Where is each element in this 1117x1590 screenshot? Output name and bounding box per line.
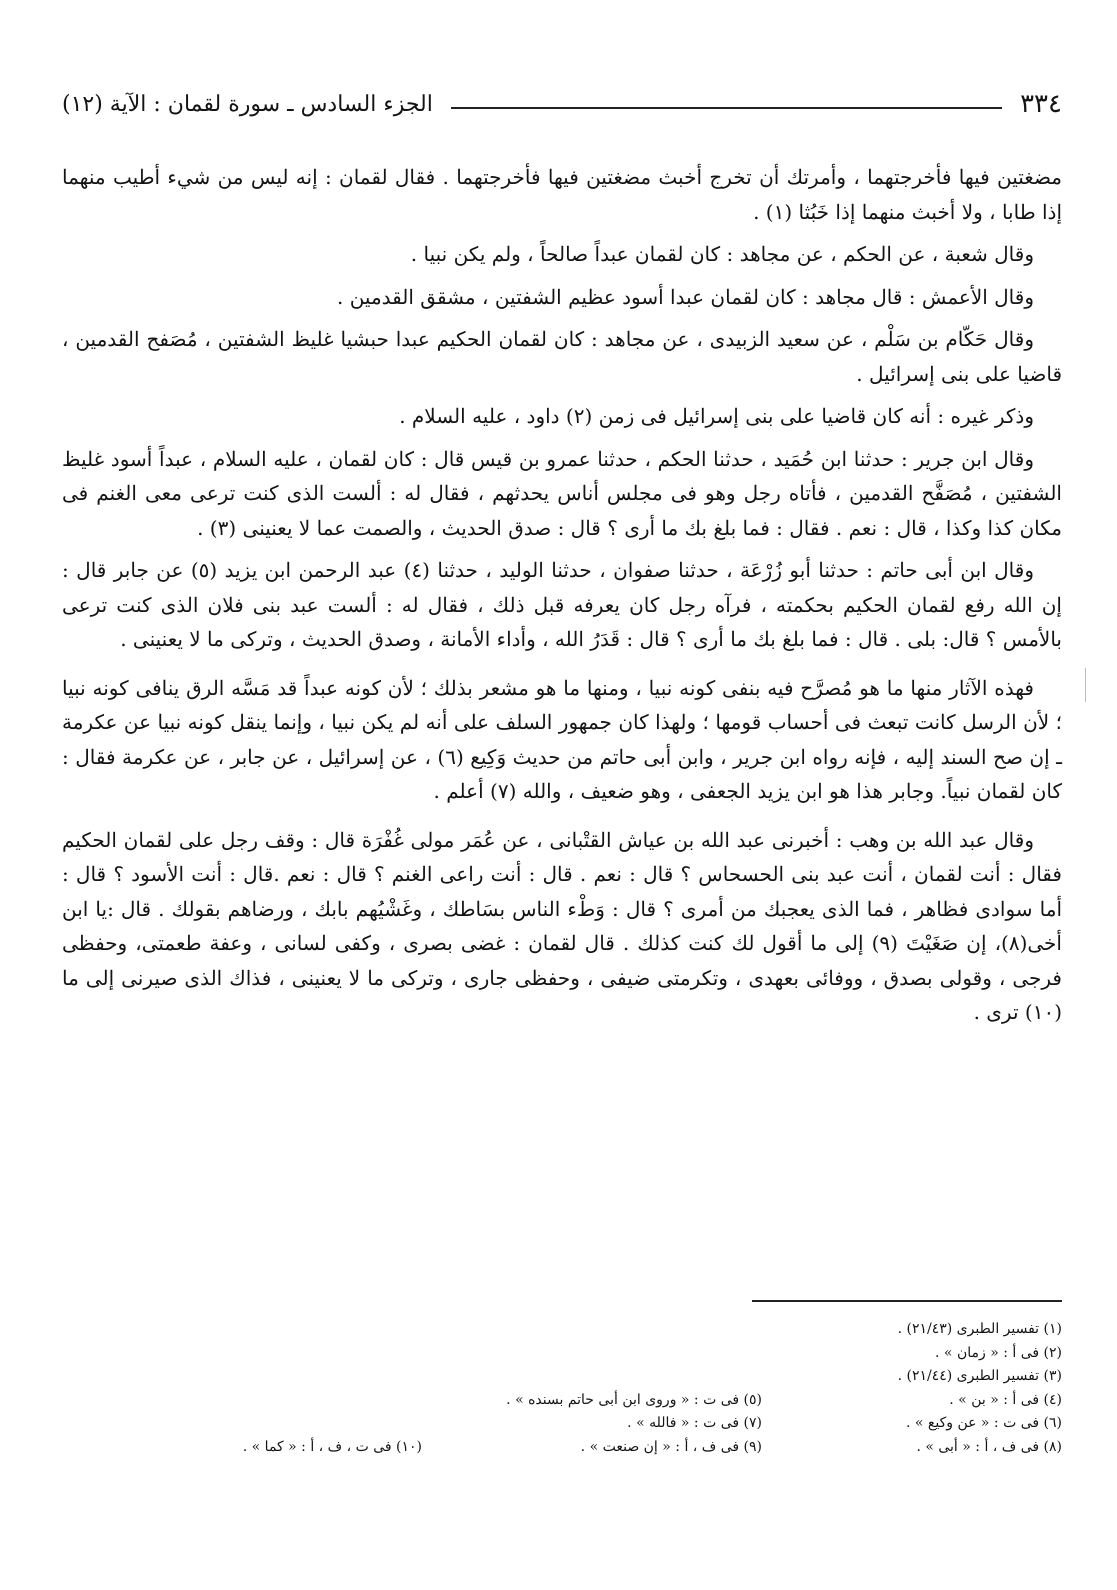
paragraph-ibn-abi-hatim: وقال ابن أبى حاتم : حدثنا أبو زُرْعَة ، حدثنا صفوان ، حدثنا الوليد ، حدثنا (٤) عبد الرحمن ابن يزيد (٥) عن جابر قال : إن الله رفع لقمان الحكيم بحكمته ، فرآه رجل كان يعرفه قبل ذلك ، فقال له : ألست عبد بنى فلان الذى كنت ترعى بالأمس ؟ قال: بلى . قال : فما بلغ بك ما أرى ؟ قال : قَدَرُ الله ، وأداء الأمانة ، وصدق الحديث ، وتركى ما لا يعنينى . [62,558,1062,651]
footnote [422,1342,762,1366]
footnote-row [62,1342,1062,1366]
footnote: (١) تفسير الطبرى (٢١/٤٣) . [897,1321,1062,1337]
footnote: (٦) فى ت : « عن وكيع » . [905,1415,1062,1431]
footnote-row [62,1412,1062,1436]
page-header [62,86,1062,122]
paragraph-amash: وقال الأعمش : قال مجاهد : كان لقمان عبدا أسود عظيم الشفتين ، مشقق القدمين . [336,284,1034,309]
footnote: (١٠) فى ت ، ف ، أ : « كما » . [242,1438,422,1455]
paragraph-continued: مضغتين فيها فأخرجتهما ، وأمرتك أن تخرج أخبث مضغتين فيها فأخرجتهما . فقال لقمان : إنه ليس من شيء أطيب منهما إذا طابا ، ولا أخبث منهما إذا خَبُثا (١) . [62,165,1062,224]
footnote [62,1389,422,1413]
footnote [62,1318,422,1342]
footnote: (٥) فى ت : « وروى ابن أبى حاتم بسنده » . [506,1391,762,1408]
footnote [422,1365,762,1389]
footnote-row [62,1318,1062,1342]
book-page [62,0,1062,1590]
footnote-row [62,1365,1062,1389]
footnote: (٩) فى ف ، أ : « إن صنعت » . [580,1438,762,1455]
paragraph-athar: فهذه الآثار منها ما هو مُصرَّح فيه بنفى كونه نبيا ، ومنها ما هو مشعر بذلك ؛ لأن كونه عبداً قد مَسَّه الرق ينافى كونه نبيا ؛ لأن الرسل كانت تبعث فى أحساب قومها ؛ ولهذا كان جمهور السلف على أنه لم يكن نبيا ، وإنما ينقل كونه نبيا عن عكرمة ـ إن صح السند إليه ، فإنه رواه ابن جرير ، وابن أبى حاتم من حديث وَكِيع (٦) ، عن إسرائيل ، عن جابر ، عن عكرمة فقال : كان لقمان نبياً. وجابر هذا هو ابن يزيد الجعفى ، وهو ضعيف ، والله (٧) أعلم . [62,675,1063,803]
footnotes [62,1318,1062,1459]
paragraph-ibn-wahb: وقال عبد الله بن وهب : أخبرنى عبد الله بن عياش القتْبانى ، عن عُمَر مولى غُفْرَة قال : وقف رجل على لقمان الحكيم فقال : أنت لقمان ، أنت عبد بنى الحسحاس ؟ قال : نعم . قال : أنت راعى الغنم ؟ قال : نعم .قال : أنت الأسود ؟ قال : أما سوادى فظاهر ، فما الذى يعجبك من أمرى ؟ قال : وَطْء الناس بسَاطك ، وغَشْيُهم بابك ، ورضاهم بقولك . قال :يا ابن أخى(٨)، إن صَغَيْتَ (٩) إلى ما أقول لك كنت كذلك . قال لقمان : غضى بصرى ، وكفى لسانى ، وعفة طعمتى، وحفظى فرجى ، وقولى بصدق ، ووفائى بعهدى ، وتكرمتى ضيفى ، وحفظى جارى ، وتركى ما لا يعنينى ، فذاك الذى صيرنى إلى ما (١٠) ترى . [62,827,1062,1024]
footnote [62,1412,422,1436]
main-text [62,160,1062,1038]
footnote: (٣) تفسير الطبرى (٢١/٤٤) . [897,1368,1062,1384]
footnote [62,1365,422,1389]
running-title: الجزء السادس ـ سورة لقمان : الآية (١٢) [62,91,433,117]
margin-mark [1085,668,1086,702]
paragraph-hakkam: وقال حَكّام بن سَلْم ، عن سعيد الزبيدى ، عن مجاهد : كان لقمان الحكيم عبدا حبشيا غليظ الشفتين ، مُصَفح القدمين ، قاضيا على بنى إسرائيل . [62,327,1062,386]
footnote-row [62,1389,1062,1413]
paragraph-ibn-jarir: وقال ابن جرير : حدثنا ابن حُمَيد ، حدثنا الحكم ، حدثنا عمرو بن قيس قال : كان لقمان ، عليه السلام ، عبداً أسود غليظ الشفتين ، مُصَفَّح القدمين ، فأتاه رجل وهو فى مجلس أناس يحدثهم ، فقال له : ألست الذى كنت ترعى معى الغنم فى مكان كذا وكذا ، قال : نعم . فقال : فما بلغ بك ما أرى ؟ قال : صدق الحديث ، والصمت عما لا يعنينى (٣) . [62,446,1062,540]
header-rule [451,107,1002,109]
page-number: ٣٣٤ [1020,89,1062,119]
footnote-row [62,1436,1062,1460]
footnote [422,1318,762,1342]
footnote: (٧) فى ت : « فالله » . [627,1415,762,1431]
footnote: (٢) فى أ : « زمان » . [935,1344,1062,1361]
footnote-rule [752,1300,1062,1302]
paragraph-others: وذكر غيره : أنه كان قاضيا على بنى إسرائيل فى زمن (٢) داود ، عليه السلام . [399,404,1034,428]
footnote: (٨) فى ف ، أ : « أبى » . [916,1438,1062,1455]
footnote: (٤) فى أ : « بن » . [949,1391,1062,1408]
footnote [62,1342,422,1366]
paragraph-shuba: وقال شعبة ، عن الحكم ، عن مجاهد : كان لقمان عبداً صالحاً ، ولم يكن نبيا . [410,242,1034,266]
